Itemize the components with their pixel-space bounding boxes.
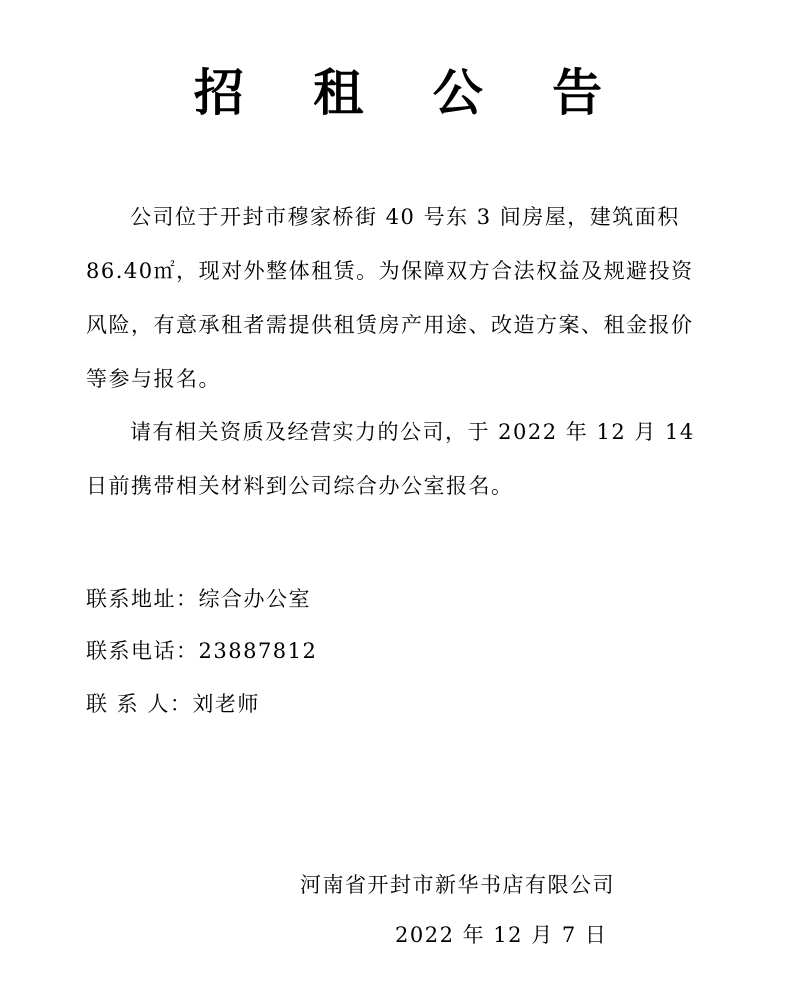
body-paragraph-registration: 请有相关资质及经营实力的公司，于 2022 年 12 月 14 日前携带相关材料到公司综合办公室报名。 bbox=[86, 420, 695, 498]
issue-date: 2022 年 12 月 7 日 bbox=[395, 923, 608, 947]
contact-person-label: 联 系 人： bbox=[86, 692, 193, 716]
contact-address-line bbox=[86, 584, 311, 614]
contact-phone-line bbox=[86, 636, 317, 666]
contact-address-value: 综合办公室 bbox=[198, 587, 311, 611]
contact-phone-value: 23887812 bbox=[198, 639, 318, 663]
issuer-name: 河南省开封市新华书店有限公司 bbox=[300, 873, 615, 897]
contact-person-line bbox=[86, 689, 260, 719]
contact-phone-label: 联系电话： bbox=[86, 639, 199, 663]
body-paragraph-rental-info: 公司位于开封市穆家桥街 40 号东 3 间房屋，建筑面积 86.40㎡，现对外整体租赁。为保障双方合法权益及规避投资风险，有意承租者需提供租赁房产用途、改造方案、租金报价等参与报名。 bbox=[86, 205, 694, 391]
contact-person-value: 刘老师 bbox=[192, 692, 260, 716]
document-title: 招 租 公 告 bbox=[193, 64, 629, 122]
contact-address-label: 联系地址： bbox=[86, 587, 199, 611]
